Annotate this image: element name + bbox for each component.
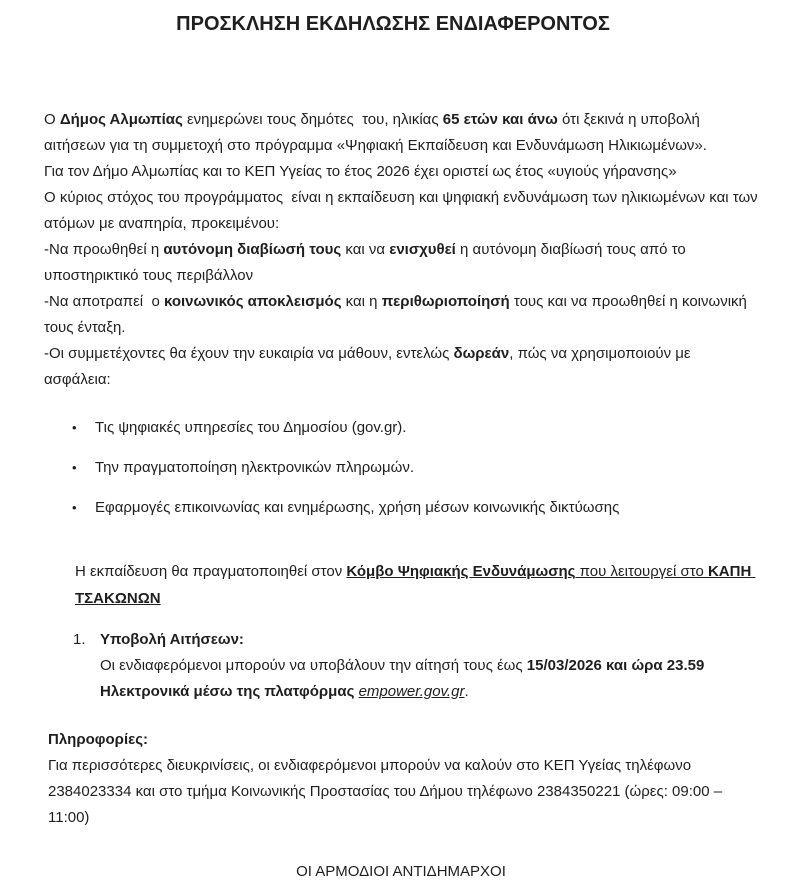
paragraph-goal-inclusion: -Να αποτραπεί ο κοινωνικός αποκλεισμός και η περιθωριοποίησή τους και να προωθηθεί η κοινωνική τους ένταξη.: [44, 293, 752, 336]
empower-link[interactable]: empower.gov.gr: [358, 683, 465, 700]
paragraph-training-location: Η εκπαίδευση θα πραγματοποιηθεί στον Κόμβο Ψηφιακής Ενδυνάμωσης που λειτουργεί στο ΚΑΠΗ ΤΣΑΚΩΝΩΝ: [75, 563, 756, 607]
bullet-icon: •: [72, 500, 77, 515]
document-title: ΠΡΟΣΚΛΗΣΗ ΕΚΔΗΛΩΣΗΣ ΕΝΔΙΑΦΕΡΟΝΤΟΣ: [176, 13, 610, 35]
paragraph-main-goal: Ο κύριος στόχος του προγράμματος είναι η εκπαίδευση και ψηφιακή ενδυνάμωση των ηλικιωμένων και των ατόμων με αναπηρία, προκειμένου:: [44, 189, 762, 232]
info-heading: Πληροφορίες:: [48, 731, 149, 748]
bullet-icon: •: [72, 460, 77, 475]
paragraph-free-learning: -Οι συμμετέχοντες θα έχουν την ευκαιρία να μάθουν, εντελώς δωρεάν, πώς να χρησιμοποιούν με ασφάλεια:: [44, 345, 695, 388]
topics-list: [44, 415, 758, 521]
document-page: [0, 10, 786, 880]
list-item: [72, 415, 758, 441]
list-item-text: Εφαρμογές επικοινωνίας και ενημέρωσης, χρήση μέσων κοινωνικής δικτύωσης: [95, 499, 620, 516]
applications-heading: Υποβολή Αιτήσεων:: [100, 631, 244, 648]
paragraph-goal-autonomy: -Να προωθηθεί η αυτόνομη διαβίωσή τους και να ενισχυθεί η αυτόνομη διαβίωσή τους από το υποστηρικτικό τους περιβάλλον: [44, 241, 690, 284]
signature-line: ΟΙ ΑΡΜΟΔΙΟΙ ΑΝΤΙΔΗΜΑΡΧΟΙ: [296, 863, 506, 880]
info-section: [48, 727, 758, 831]
list-item: [72, 495, 758, 521]
paragraph-intro: Ο Δήμος Αλμωπίας ενημερώνει τους δημότες του, ηλικίας 65 ετών και άνω ότι ξεκινά η υποβολή αιτήσεων για τη συμμετοχή στο πρόγραμμα «Ψηφιακή Εκπαίδευση και Ενδυνάμωση Ηλικιωμένων».: [44, 111, 707, 154]
intro-paragraphs: [44, 107, 762, 393]
applications-body: Οι ενδιαφερόμενοι μπορούν να υποβάλουν την αίτησή τους έως 15/03/2026 και ώρα 23.59 Ηλεκτρονικά μέσω της πλατφόρμας empower.gov.gr.: [100, 657, 709, 700]
list-number: 1.: [73, 631, 86, 648]
applications-section: [44, 627, 758, 705]
list-item-text: Τις ψηφιακές υπηρεσίες του Δημοσίου (gov.gr).: [95, 419, 407, 436]
applications-content: [100, 627, 758, 705]
info-body: Για περισσότερες διευκρινίσεις, οι ενδιαφερόμενοι μπορούν να καλούν στο ΚΕΠ Υγείας τηλέφωνο 2384023334 και στο τμήμα Κοινωνικής Προστασίας του Δήμου τηλέφωνο 2384350221 (ώρες: 09:00 – 11:00): [48, 757, 727, 826]
paragraph-healthy-aging-year: Για τον Δήμο Αλμωπίας και το ΚΕΠ Υγείας το έτος 2026 έχει οριστεί ως έτος «υγιούς γήρανσης»: [44, 163, 677, 180]
document-body: [0, 107, 786, 882]
list-item: [72, 455, 758, 481]
list-item-text: Την πραγματοποίηση ηλεκτρονικών πληρωμών.: [95, 459, 415, 476]
bullet-icon: •: [72, 420, 77, 435]
